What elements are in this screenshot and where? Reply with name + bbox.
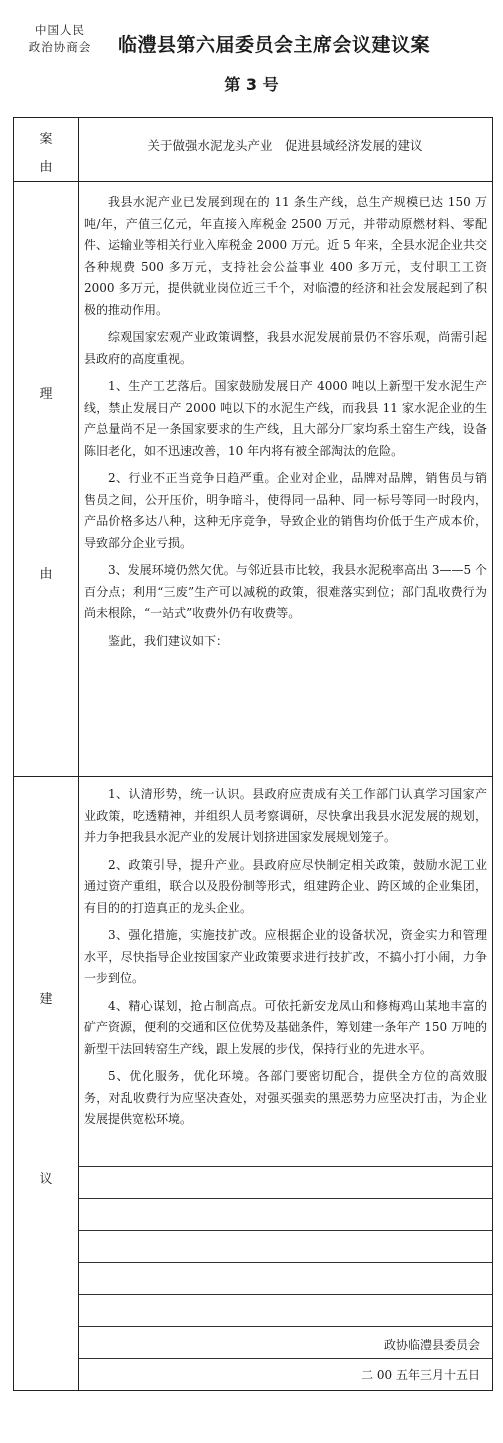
org-line-2: 政治协商会 [28,40,92,54]
issuing-organization [18,22,102,56]
document-header [0,0,503,110]
proposal-body [84,784,487,1137]
subject-label-char-1: 案 [39,132,53,147]
proposal-paragraph: 1、认清形势，统一认识。县政府应责成有关工作部门认真学习国家产业政策，吃透精神，并组织人员考察调研，尽快拿出我县水泥发展的规划，并力争把我县水泥产业的发展计划挤进国家发展规划笼子。 [84,787,487,844]
reason-paragraph: 综观国家宏观产业政策调整，我县水泥发展前景仍不容乐观，尚需引起县政府的高度重视。 [84,330,487,366]
document-title: 临澧县第六届委员会主席会议建议案 [118,34,431,56]
proposal-paragraph: 4、精心谋划，抢占制高点。可依托新安龙凤山和修梅鸡山某地丰富的矿产资源，便利的交通和区位优势及基础条件，筹划建一条年产 150 万吨的新型干法回转窑生产线，跟上发展的步伐，保持行业的先进水平。 [84,998,487,1056]
signer-name: 政协临澧县委员会 [383,1338,480,1352]
reason-paragraph: 1、生产工艺落后。国家鼓励发展日产 4000 吨以上新型干发水泥生产线，禁止发展日产 2000 吨以下的水泥生产线，而我县 11 家水泥企业的生产总量尚不足一条国家要求的生产线，且大部分厂家均系土窑生产线，设备陈旧老化，如不迅速改善，10 年内将有被全部淘汰的危险。 [84,379,487,458]
ruled-line [78,1230,492,1231]
reason-label-char-1: 理 [39,387,53,402]
proposal-paragraph: 5、优化服务，优化环境。各部门要密切配合，提供全方位的高效服务，对乱收费行为应坚决查处，对强买强卖的黑恶势力应坚决打击，为企业发展提供宽松环境。 [84,1069,487,1126]
ruled-line [78,1262,492,1263]
proposal-paragraph: 2、政策引导，提升产业。县政府应尽快制定相关政策，鼓励水泥工业通过资产重组，联合以及股份制等形式，组建跨企业、跨区域的企业集团，有目的的打造真正的龙头企业。 [84,857,487,915]
ruled-line [78,1294,492,1295]
proposal-label-char-2: 议 [39,1172,53,1187]
reason-paragraph: 2、行业不正当竞争日趋严重。企业对企业，品牌对品牌，销售员与销售员之间，公开压价，明争暗斗，使得同一品种、同一标号等同一时段内，产品价格多达八种，这种无序竞争，导致企业的销售均价低于生产成本价，导致部分企业亏损。 [84,471,487,550]
row-divider-subject [14,181,492,182]
reason-label-char-2: 由 [39,567,53,582]
reason-paragraph: 我县水泥产业已发展到现在的 11 条生产线，总生产规模已达 150 万吨/年，产值三亿元，年直接入库税金 2500 万元，并带动原燃材料、零配件、运输业等相关行业入库税金 2000 万元。近 5 年来，全县水泥企业共交各种规费 500 多万元，支持社会公益事业 400 多万元，支付职工工资 2000 多万元，提供就业岗位近三千个，对临澧的经济和社会发展起到了积极的推动作用。 [84,195,487,317]
reason-label [14,181,78,776]
ruled-line [78,1326,492,1327]
reason-paragraph: 鉴此，我们建议如下： [108,633,229,648]
ruled-line [78,1166,492,1167]
document-number: 第 3 号 [224,75,279,94]
proposal-label [14,776,78,1390]
reason-body [84,192,487,658]
reason-paragraph: 3、发展环境仍然欠优。与邻近县市比较，我县水泥税率高出 3——5 个百分点；利用“三废”生产可以减税的政策，很难落实到位；部门乱收费行为尚未根除，“一站式”收费外仍有收费等。 [84,563,487,620]
subject-text: 关于做强水泥龙头产业 促进县域经济发展的建议 [147,138,423,153]
ruled-line [78,1198,492,1199]
subject-label [14,118,78,181]
org-line-1: 中国人民 [35,23,85,37]
signing-date: 二 00 五年三月十五日 [361,1368,480,1382]
proposal-label-char-1: 建 [39,992,53,1007]
label-column-divider [78,118,79,1390]
proposal-paragraph: 3、强化措施，实施技扩改。应根据企业的设备状况，资金实力和管理水平，尽快指导企业按国家产业政策要求进行技扩改，不搞小打小闹，力争一步到位。 [84,928,487,985]
row-divider-reason [14,776,492,777]
subject-label-char-2: 由 [39,160,53,175]
proposal-form [13,117,493,1391]
ruled-line [78,1358,492,1359]
